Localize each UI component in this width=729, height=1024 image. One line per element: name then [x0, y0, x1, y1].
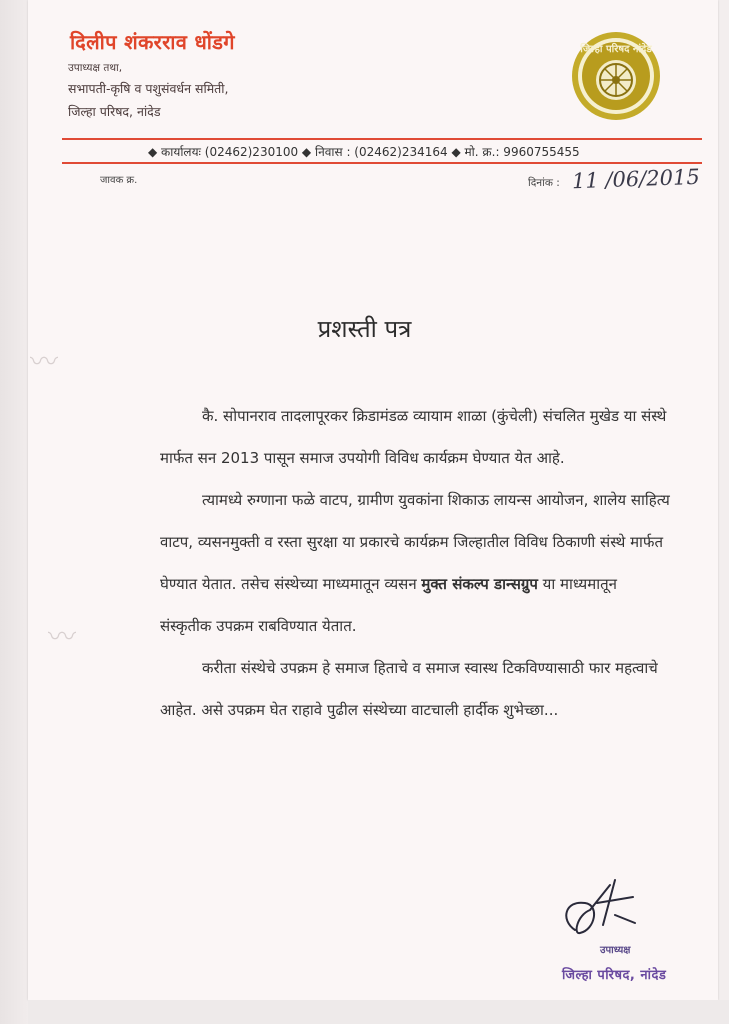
- paragraph-2-emphasis: मुक्त संकल्प डान्सग्रुप: [421, 575, 538, 593]
- handwritten-signature-icon: [555, 875, 650, 950]
- date-value-handwritten: 11 /06/2015: [571, 164, 701, 194]
- zilla-parishad-seal-icon: [570, 30, 662, 122]
- letterhead-subtitle-1: उपाध्यक्ष तथा,: [68, 62, 123, 74]
- seal-text: जिल्हा परिषद नांदेड: [580, 44, 652, 55]
- letter-title: प्रशस्ती पत्र: [317, 315, 412, 343]
- paragraph-3: करीता संस्थेचे उपक्रम हे समाज हिताचे व समाज स्वास्थ टिकविण्यासाठी फार महत्वाचे आहेत. असे उपक्रम घेत राहावे पुढील संस्थेच्या वाटचाली हार्दीक शुभेच्छा...: [160, 659, 658, 719]
- page-edge-bottom: [28, 1000, 729, 1024]
- date-label: दिनांक :: [528, 177, 560, 189]
- contact-details: ◆ कार्यालयः (02462)230100 ◆ निवास : (02462)234164 ◆ मो. क्र.: 9960755455: [148, 145, 580, 159]
- smudge-mark: 〰: [48, 620, 77, 653]
- letterhead-subtitle-3: जिल्हा परिषद, नांदेड: [68, 104, 161, 119]
- reference-number-label: जावक क्र.: [100, 175, 138, 186]
- official-stamp: जिल्हा परिषद, नांदेड: [562, 968, 667, 983]
- header-divider-bottom: [62, 162, 702, 164]
- paragraph-2: [160, 479, 670, 647]
- letterhead-subtitle-2: सभापती-कृषि व पशुसंवर्धन समिती,: [68, 81, 229, 96]
- page-edge-left: [0, 0, 28, 1024]
- paragraph-2-text: त्यामध्ये रुग्णाना फळे वाटप, ग्रामीण युवकांना शिकाऊ लायन्स आयोजन, शालेय साहित्य वाटप, व्यसनमुक्ती व रस्ता सुरक्षा या प्रकारचे कार्यक्रम जिल्हातील विविध ठिकाणी संस्थे मार्फत घेण्यात येतात. तसेच संस्थेच्या माध्यमातून व्यसन: [160, 491, 670, 593]
- smudge-mark: 〰: [30, 345, 59, 378]
- paragraph-2-end: या माध्यमातून संस्कृतीक उपक्रम राबविण्यात येतात.: [160, 575, 617, 635]
- header-divider-top: [62, 138, 702, 140]
- paragraph-1: कै. सोपानराव तादलापूरकर क्रिडामंडळ व्यायाम शाळा (कुंचेली) संचलित मुखेड या संस्थे मार्फत सन 2013 पासून समाज उपयोगी विविध कार्यक्रम घेण्यात येत आहे.: [160, 407, 667, 467]
- letterhead-name: दिलीप शंकरराव धोंडगे: [70, 30, 235, 54]
- signatory-designation: उपाध्यक्ष: [600, 945, 631, 956]
- letter-body: [160, 395, 670, 731]
